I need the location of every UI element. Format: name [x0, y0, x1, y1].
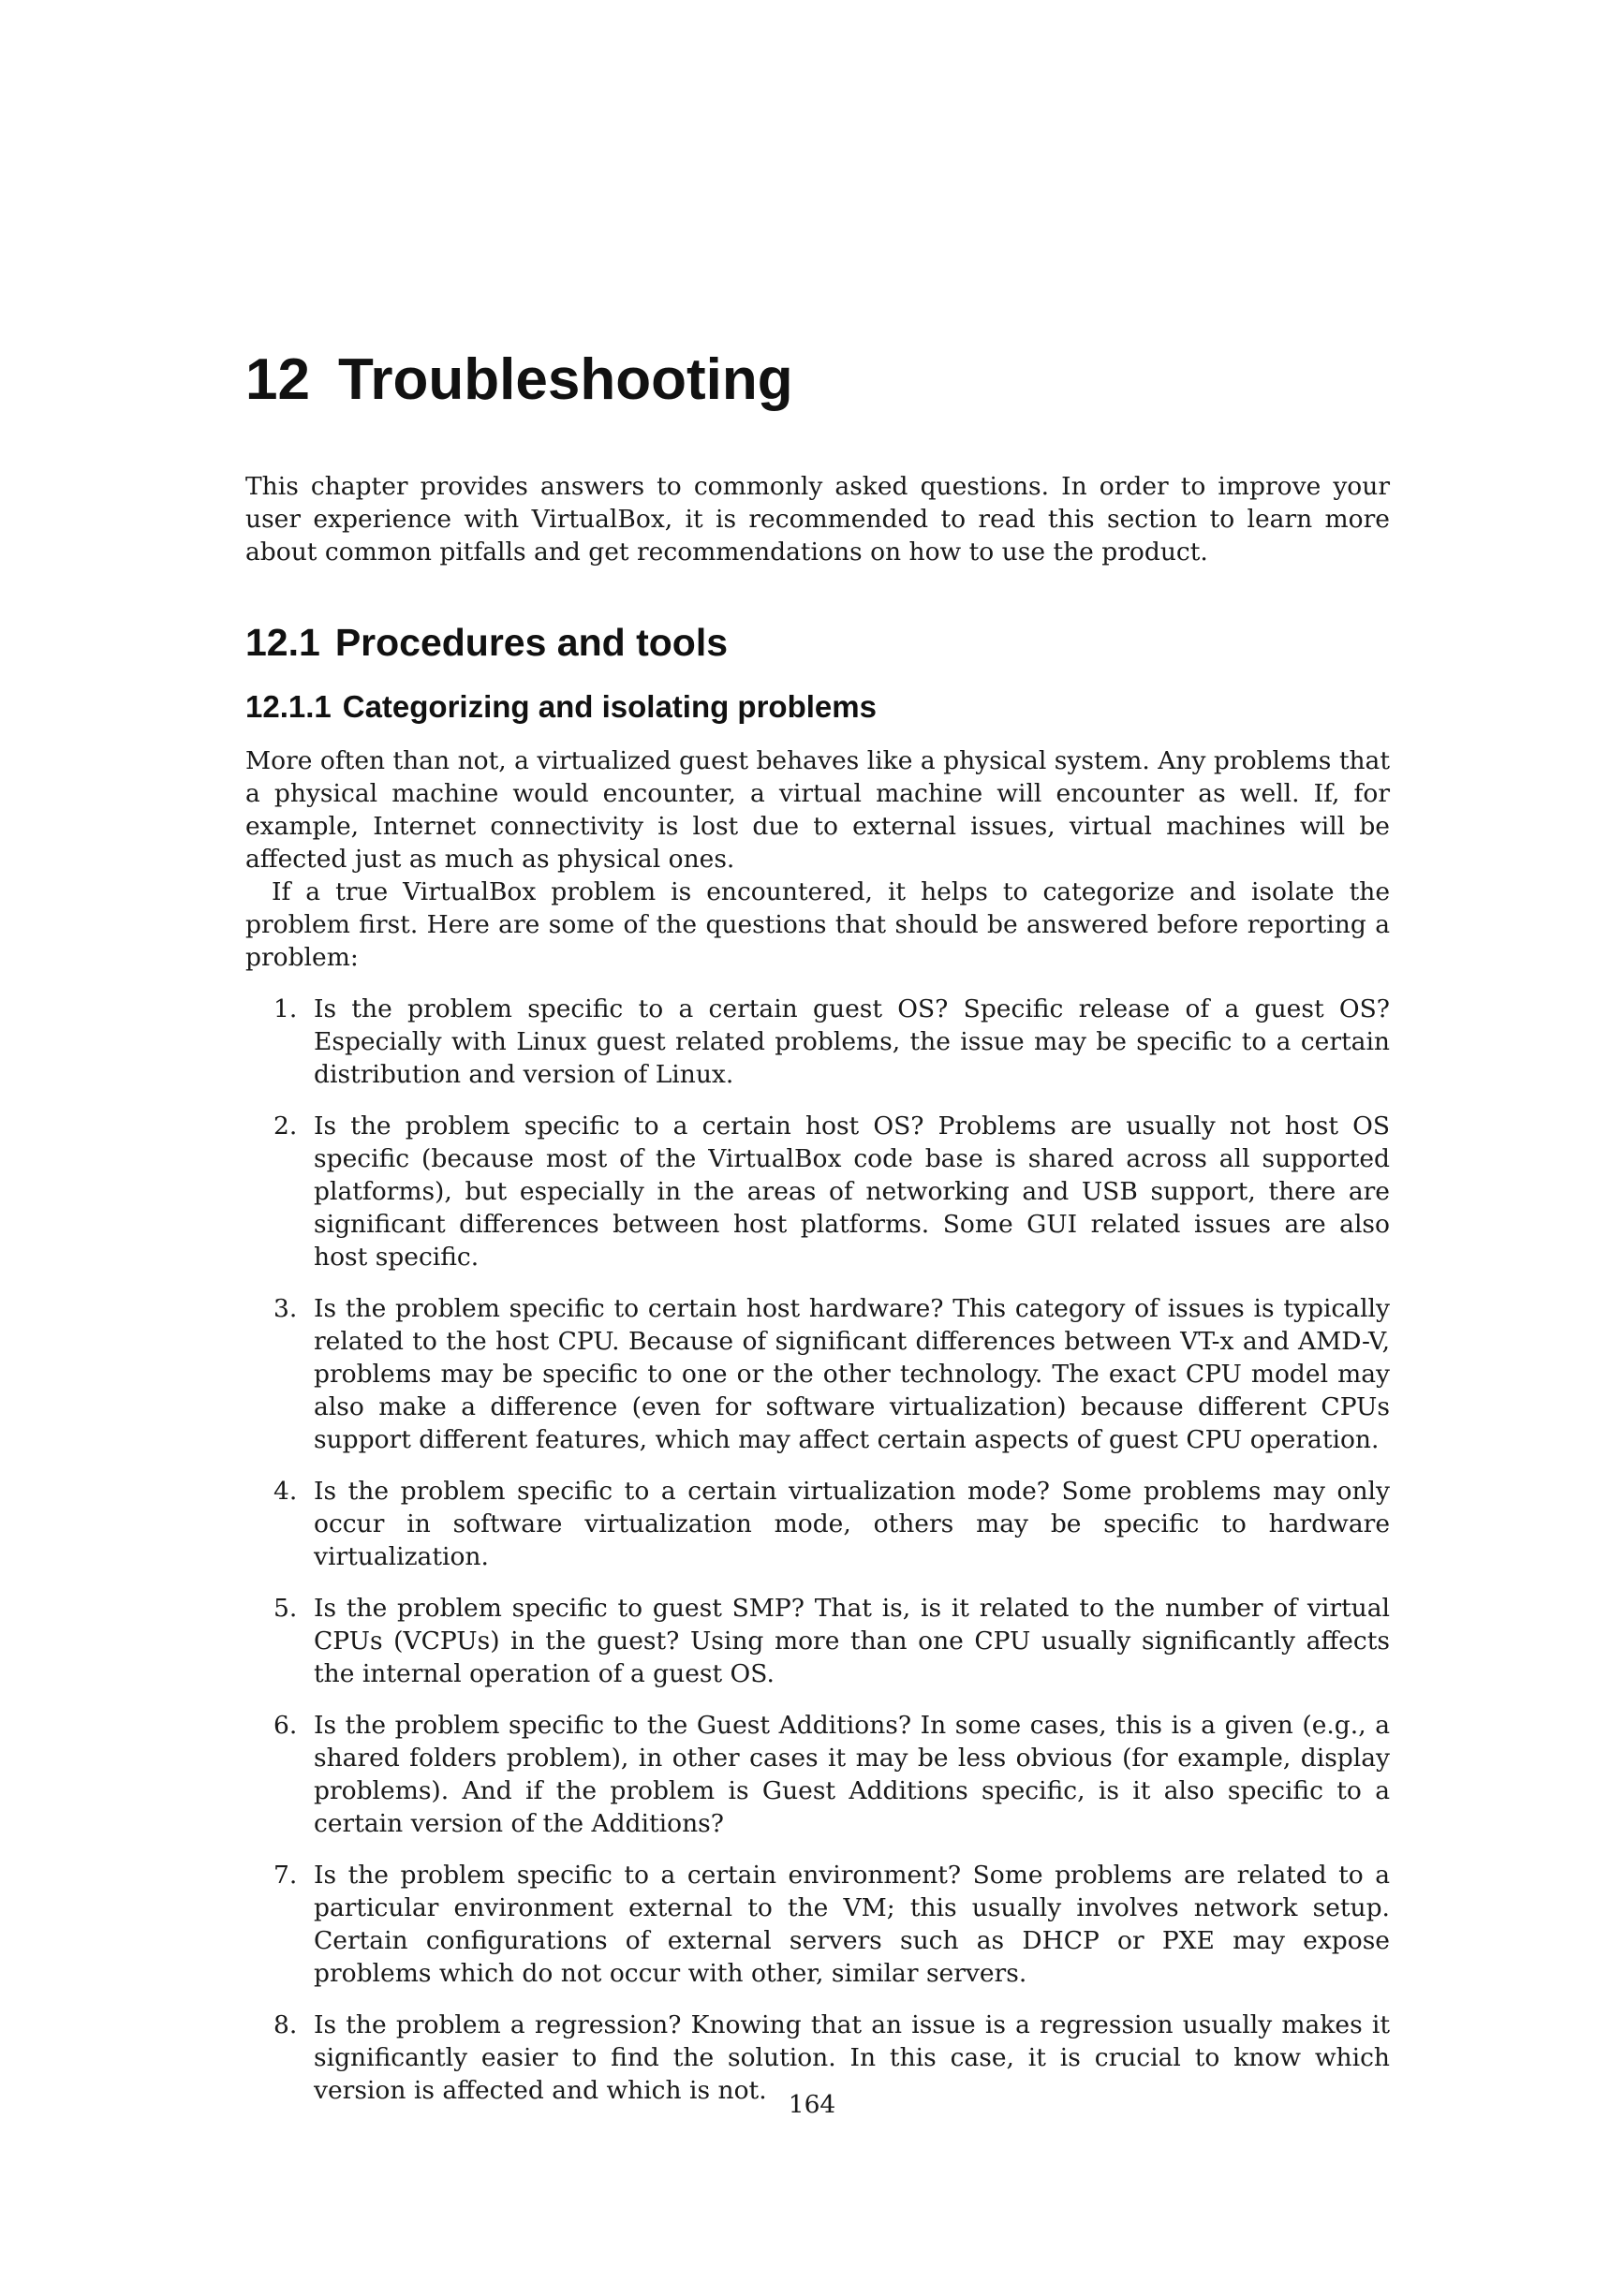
- list-marker: 8.: [273, 2010, 298, 2039]
- section-number: 12.1: [245, 621, 320, 664]
- section-title-text: Procedures and tools: [334, 621, 729, 664]
- chapter-title: [245, 346, 1390, 414]
- page-content: [245, 346, 1390, 2126]
- list-item-text: Is the problem specific to a certain virtualization mode? Some problems may only occur in software virtualization mode, others may be specific to hardware virtualization.: [314, 1477, 1390, 1571]
- list-marker: 2.: [273, 1111, 298, 1141]
- list-item-text: Is the problem a regression? Knowing that an issue is a regression usually makes it significantly easier to find the solution. In this case, it is crucial to know which version is affected and which is not.: [314, 2010, 1390, 2105]
- page-number: 164: [788, 2090, 836, 2119]
- list-item: [245, 1859, 1390, 1990]
- chapter-title-text: Troubleshooting: [337, 347, 793, 412]
- list-marker: 4.: [273, 1477, 298, 1506]
- list-item: [245, 1592, 1390, 1690]
- subsection-paragraph-1: More often than not, a virtualized guest behaves like a physical system. Any problems that a physical machine would encounter, a virtual machine will encounter as well. If, for example, Internet connectivity is lost due to external issues, virtual machines will be affected just as much as physical ones.: [245, 746, 1390, 874]
- list-item-text: Is the problem specific to guest SMP? That is, is it related to the number of virtual CPUs (VCPUs) in the guest? Using more than one CPU usually significantly affects the internal operation of a guest OS.: [314, 1594, 1390, 1688]
- list-item: [245, 1475, 1390, 1573]
- subsection-number: 12.1.1: [245, 689, 332, 724]
- chapter-number: 12: [245, 347, 310, 412]
- list-item: [245, 1709, 1390, 1840]
- list-marker: 5.: [273, 1594, 298, 1623]
- list-marker: 6.: [273, 1711, 298, 1740]
- list-marker: 1.: [273, 994, 298, 1023]
- list-item: [245, 993, 1390, 1091]
- list-item-text: Is the problem specific to a certain guest OS? Specific release of a guest OS? Especially with Linux guest related problems, the issue may be specific to a certain distribution and version of Linux.: [314, 994, 1390, 1089]
- list-item-text: Is the problem specific to a certain host OS? Problems are usually not host OS specific (because most of the VirtualBox code base is shared across all supported platforms), but especially in the areas of networking and USB support, there are significant differences between host platforms. Some GUI related issues are also host specific.: [314, 1111, 1390, 1272]
- list-marker: 3.: [273, 1294, 298, 1323]
- list-item-text: Is the problem specific to certain host hardware? This category of issues is typically related to the host CPU. Because of significant differences between VT-x and AMD-V, problems may be specific to one or the other technology. The exact CPU model may also make a difference (even for software virtualization) because different CPUs support different features, which may affect certain aspects of guest CPU operation.: [314, 1294, 1390, 1454]
- list-marker: 7.: [273, 1861, 298, 1890]
- list-item: [245, 1110, 1390, 1273]
- list-item-text: Is the problem specific to a certain environment? Some problems are related to a particular environment external to the VM; this usually involves network setup. Certain configurations of external servers such as DHCP or PXE may expose problems which do not occur with other, similar servers.: [314, 1861, 1390, 1988]
- question-list: [245, 993, 1390, 2107]
- subsection-title-text: Categorizing and isolating problems: [342, 689, 877, 724]
- subsection-title: [245, 688, 1390, 726]
- list-item-text: Is the problem specific to the Guest Additions? In some cases, this is a given (e.g., a shared folders problem), in other cases it may be less obvious (for example, display problems). And if the problem is Guest Additions specific, is it also specific to a certain version of the Additions?: [314, 1711, 1390, 1838]
- section-title: [245, 619, 1390, 666]
- list-item: [245, 1292, 1390, 1456]
- subsection-paragraph-2: If a true VirtualBox problem is encountered, it helps to categorize and isolate the problem first. Here are some of the questions that should be answered before reporting a problem:: [245, 877, 1390, 972]
- chapter-intro: This chapter provides answers to commonly asked questions. In order to improve your user experience with VirtualBox, it is recommended to read this section to learn more about common pitfalls and get recommendations on how to use the product.: [245, 472, 1390, 567]
